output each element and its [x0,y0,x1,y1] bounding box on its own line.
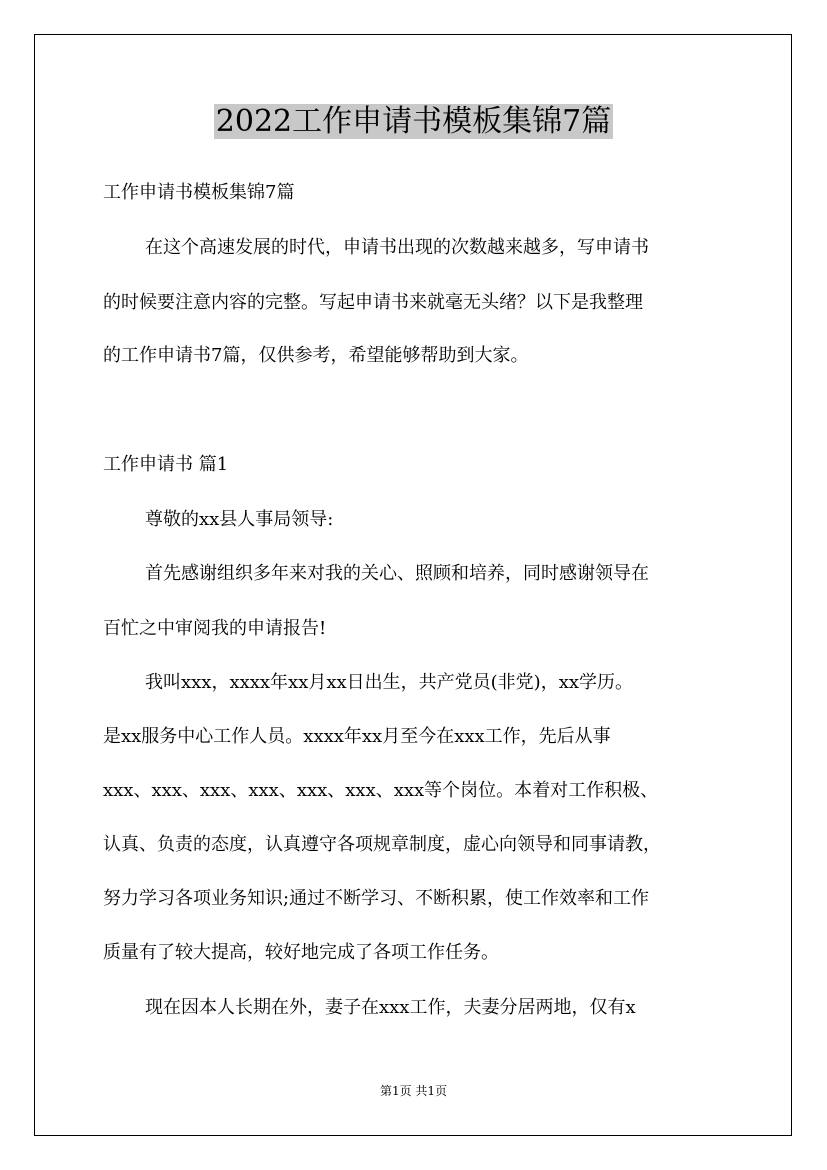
body-line-5: xxx、xxx、xxx、xxx、xxx、xxx、xxx等个岗位。本着对工作积极、 [103,780,659,801]
intro-line-3: 的工作申请书7篇，仅供参考，希望能够帮助到大家。 [103,345,529,366]
body-line-8: 质量有了较大提高，较好地完成了各项工作任务。 [103,942,499,963]
intro-line-2: 的时候要注意内容的完整。写起申请书来就毫无头绪？以下是我整理 [103,292,643,313]
section-heading: 工作申请书 篇1 [103,454,229,475]
body-line-6: 认真、负责的态度，认真遵守各项规章制度，虚心向领导和同事请教， [103,834,661,855]
subtitle-line: 工作申请书模板集锦7篇 [103,182,295,203]
body-line-3: 我叫xxx，xxxx年xx月xx日出生，共产党员(非党)，xx学历。 [145,672,634,693]
body-line-4: 是xx服务中心工作人员。xxxx年xx月至今在xxx工作，先后从事 [103,726,611,747]
body-line-9: 现在因本人长期在外，妻子在xxx工作，夫妻分居两地，仅有x [145,997,636,1018]
body-line-7: 努力学习各项业务知识;通过不断学习、不断积累，使工作效率和工作 [103,888,650,909]
body-line-1: 首先感谢组织多年来对我的关心、照顾和培养，同时感谢领导在 [145,563,649,584]
page-number-footer: 第1页 共1页 [379,1084,448,1098]
body-line-2: 百忙之中审阅我的申请报告! [103,618,327,639]
intro-line-1: 在这个高速发展的时代，申请书出现的次数越来越多，写申请书 [145,237,649,258]
document-title: 2022工作申请书模板集锦7篇 [215,104,612,139]
salutation-line: 尊敬的xx县人事局领导: [145,509,334,530]
